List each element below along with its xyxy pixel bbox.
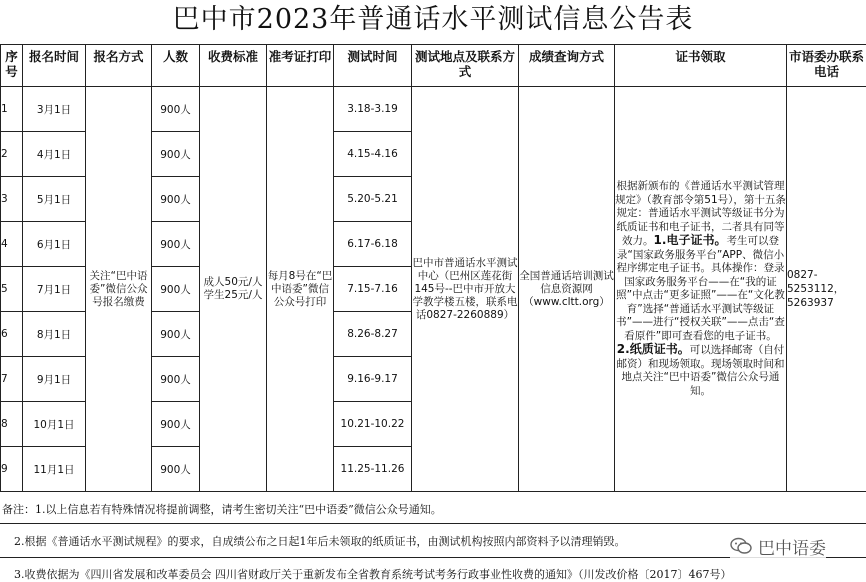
col-header-location: 测试地点及联系方式 — [412, 45, 519, 87]
test-time: 10.21-10.22 — [334, 402, 412, 447]
reg-date: 10月1日 — [23, 402, 86, 447]
reg-date: 11月1日 — [23, 447, 86, 492]
note-3: 3.收费依据为《四川省发展和改革委员会 四川省财政厅关于重新发布全省教育系统考试考务行政事业性收费的通知》（川发改价格〔2017〕467号） — [14, 566, 731, 582]
query-cell: 全国普通话培训测试信息资源网（www.cltt.org） — [519, 87, 615, 492]
row-no: 4 — [1, 222, 23, 267]
cert-paper-body: 可以选择邮寄（自付邮资）和现场领取。现场领取时间和地点关注“巴中语委”微信公众号通知。 — [617, 344, 785, 397]
col-header-test-time: 测试时间 — [334, 45, 412, 87]
test-time: 4.15-4.16 — [334, 132, 412, 177]
watermark-text: 巴中语委 — [758, 534, 826, 559]
row-no: 5 — [1, 267, 23, 312]
capacity: 900人 — [152, 267, 200, 312]
certificate-cell — [615, 87, 787, 492]
table-row — [1, 87, 866, 132]
fee-cell: 成人50元/人学生25元/人 — [200, 87, 267, 492]
capacity: 900人 — [152, 222, 200, 267]
test-time: 11.25-11.26 — [334, 447, 412, 492]
note-1: 备注：1.以上信息若有特殊情况将提前调整，请考生密切关注“巴中语委”微信公众号通知。 — [2, 501, 442, 517]
cert-paper-heading: 2.纸质证书。 — [617, 342, 690, 356]
reg-date: 7月1日 — [23, 267, 86, 312]
note-divider — [0, 523, 866, 524]
wechat-logo-icon — [730, 537, 752, 555]
note-2: 2.根据《普通话水平测试规程》的要求，自成绩公布之日起1年后未领取的纸质证书，由测试机构按照内部资料予以清理销毁。 — [14, 533, 626, 549]
col-header-count: 人数 — [152, 45, 200, 87]
cert-electronic-body: 考生可以登录“国家政务服务平台”APP、微信小程序绑定电子证书。具体操作：登录国家政务服务平台——在“我的证照”中点击“更多证照”——在“文化教育”选择“普通话水平测试等级证书”——进行“授权关联”——点击“查看原件”即可查看您的电子证书。 — [616, 235, 785, 342]
row-no: 6 — [1, 312, 23, 357]
test-time: 7.15-7.16 — [334, 267, 412, 312]
col-header-no: 序号 — [1, 45, 23, 87]
reg-date: 6月1日 — [23, 222, 86, 267]
cert-electronic-heading: 1.电子证书。 — [654, 233, 727, 247]
test-time: 6.17-6.18 — [334, 222, 412, 267]
row-no: 1 — [1, 87, 23, 132]
col-header-certificate: 证书领取 — [615, 45, 787, 87]
ticket-cell: 每月8号在“巴中语委”微信公众号打印 — [267, 87, 334, 492]
test-time: 8.26-8.27 — [334, 312, 412, 357]
row-no: 9 — [1, 447, 23, 492]
capacity: 900人 — [152, 312, 200, 357]
test-time: 5.20-5.21 — [334, 177, 412, 222]
col-header-reg-time: 报名时间 — [23, 45, 86, 87]
reg-date: 9月1日 — [23, 357, 86, 402]
wechat-watermark — [730, 532, 826, 560]
row-no: 3 — [1, 177, 23, 222]
reg-date: 3月1日 — [23, 87, 86, 132]
capacity: 900人 — [152, 402, 200, 447]
reg-method-cell: 关注“巴中语委”微信公众号报名缴费 — [86, 87, 152, 492]
capacity: 900人 — [152, 447, 200, 492]
capacity: 900人 — [152, 87, 200, 132]
col-header-ticket: 准考证打印 — [267, 45, 334, 87]
location-cell: 巴中市普通话水平测试中心（巴州区莲花街145号--巴中市开放大学教学楼五楼，联系电话0827-2260889） — [412, 87, 519, 492]
capacity: 900人 — [152, 177, 200, 222]
col-header-query: 成绩查询方式 — [519, 45, 615, 87]
page-title: 巴中市2023年普通话水平测试信息公告表 — [0, 0, 866, 44]
capacity: 900人 — [152, 132, 200, 177]
reg-date: 5月1日 — [23, 177, 86, 222]
schedule-table — [0, 44, 866, 492]
col-header-phone: 市语委办联系电话 — [787, 45, 866, 87]
col-header-reg-method: 报名方式 — [86, 45, 152, 87]
capacity: 900人 — [152, 357, 200, 402]
col-header-fee: 收费标准 — [200, 45, 267, 87]
row-no: 7 — [1, 357, 23, 402]
test-time: 3.18-3.19 — [334, 87, 412, 132]
reg-date: 8月1日 — [23, 312, 86, 357]
row-no: 2 — [1, 132, 23, 177]
phone-cell: 0827-5253112，5263937 — [787, 87, 866, 492]
cert-intro: 根据新颁布的《普通话水平测试管理规定》（教育部令第51号），第十五条规定：普通话水平测试等级证书分为纸质证书和电子证书，二者具有同等效力。 — [615, 180, 786, 247]
header-row — [1, 45, 866, 87]
test-time: 9.16-9.17 — [334, 357, 412, 402]
row-no: 8 — [1, 402, 23, 447]
reg-date: 4月1日 — [23, 132, 86, 177]
